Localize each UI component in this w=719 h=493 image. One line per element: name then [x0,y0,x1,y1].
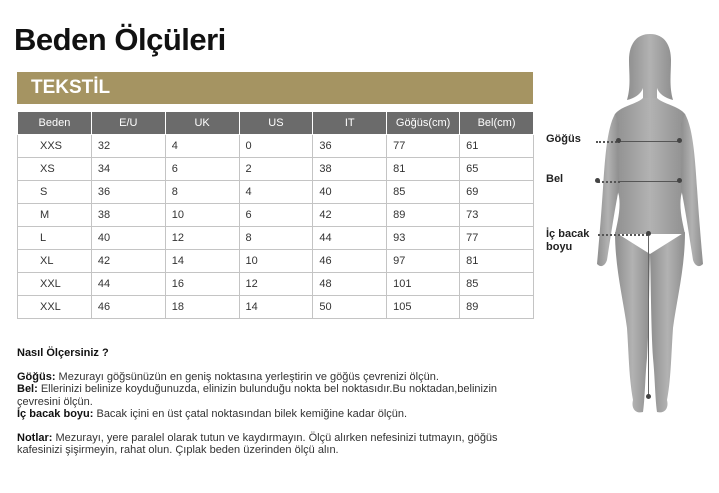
silhouette-left-leg [615,232,650,412]
value-cell: 77 [387,135,460,158]
column-header: IT [313,112,387,135]
value-cell: 44 [313,227,387,250]
value-cell: 12 [239,273,313,296]
table-body [18,135,534,319]
waist-instruction-label: Bel: [17,383,38,395]
size-cell: XXS [18,135,92,158]
value-cell: 14 [239,296,313,319]
table-row [18,181,534,204]
size-cell: XXL [18,273,92,296]
how-to-heading: Nasıl Ölçersiniz ? [17,347,109,359]
size-table [17,111,534,319]
table-row [18,158,534,181]
value-cell: 38 [91,204,165,227]
value-cell: 46 [313,250,387,273]
inseam-measure-line [648,236,649,396]
column-header: Göğüs(cm) [387,112,460,135]
value-cell: 38 [313,158,387,181]
waist-label: Bel [546,173,564,185]
size-cell: M [18,204,92,227]
section-title: TEKSTİL [31,77,111,98]
column-header: E/U [91,112,165,135]
value-cell: 69 [460,181,534,204]
value-cell: 97 [387,250,460,273]
inseam-instruction [17,408,537,421]
value-cell: 10 [165,204,239,227]
chest-instruction-label: Göğüs: [17,370,56,383]
table-row [18,227,534,250]
column-header: Bel(cm) [460,112,534,135]
inseam-instruction-label: İç bacak boyu: [17,408,94,420]
notes-text: Mezurayı, yere paralel olarak tutun ve kaydırmayın. Ölçü alırken nefesinizi tutmayın, göğüs kafesinizi şişirmeyin, rahat olun. Çıplak beden üzerinden ölçü alın. [17,431,498,456]
waist-instruction-text: Ellerinizi belinize koyduğunuzda, elinizin bulunduğu nokta bel noktasıdır.Bu noktadan,belinizin çevresini ölçün. [17,383,498,408]
inseam-instruction-text: Bacak içini en üst çatal noktasından bilek kemiğine kadar ölçün. [93,408,408,420]
waist-measure-line [620,181,680,182]
measure-instructions [17,347,537,457]
waist-point-left [595,178,600,183]
value-cell: 40 [91,227,165,250]
chest-point-right [677,138,682,143]
inseam-label [546,228,589,254]
size-cell: XS [18,158,92,181]
value-cell: 8 [239,227,313,250]
value-cell: 14 [165,250,239,273]
value-cell: 101 [387,273,460,296]
value-cell: 2 [239,158,313,181]
size-cell: S [18,181,92,204]
value-cell: 32 [91,135,165,158]
value-cell: 65 [460,158,534,181]
inseam-leader-line [598,234,648,236]
value-cell: 93 [387,227,460,250]
value-cell: 105 [387,296,460,319]
value-cell: 16 [165,273,239,296]
value-cell: 46 [91,296,165,319]
value-cell: 81 [460,250,534,273]
value-cell: 42 [313,204,387,227]
value-cell: 12 [165,227,239,250]
size-cell: XXL [18,296,92,319]
value-cell: 36 [313,135,387,158]
notes-label: Notlar: [17,431,53,444]
column-header: US [239,112,313,135]
value-cell: 61 [460,135,534,158]
value-cell: 0 [239,135,313,158]
waist-leader-line [598,181,620,183]
value-cell: 10 [239,250,313,273]
silhouette-torso [613,98,688,234]
inseam-label-line2: boyu [546,241,573,253]
size-cell: XL [18,250,92,273]
chest-instruction [17,371,537,384]
value-cell: 6 [165,158,239,181]
table-row [18,204,534,227]
value-cell: 4 [165,135,239,158]
waist-instruction [17,383,537,408]
chest-measure-line [620,141,680,142]
value-cell: 73 [460,204,534,227]
value-cell: 89 [460,296,534,319]
value-cell: 85 [387,181,460,204]
value-cell: 81 [387,158,460,181]
value-cell: 4 [239,181,313,204]
value-cell: 36 [91,181,165,204]
value-cell: 34 [91,158,165,181]
value-cell: 18 [165,296,239,319]
table-row [18,250,534,273]
chest-instruction-text: Mezurayı göğsünüzün en geniş noktasına yerleştirin ve göğüs çevrenizi ölçün. [55,370,439,383]
table-row [18,273,534,296]
size-cell: L [18,227,92,250]
chest-point-left [616,138,621,143]
section-band [17,72,533,104]
value-cell: 40 [313,181,387,204]
notes [17,432,537,457]
column-header: Beden [18,112,92,135]
value-cell: 77 [460,227,534,250]
value-cell: 85 [460,273,534,296]
value-cell: 50 [313,296,387,319]
chest-label: Göğüs [546,133,581,145]
silhouette-right-leg [650,232,685,412]
table-row [18,296,534,319]
inseam-label-line1: İç bacak [546,228,590,240]
silhouette-head [627,34,673,100]
value-cell: 44 [91,273,165,296]
body-silhouette [585,28,715,420]
value-cell: 89 [387,204,460,227]
page-title: Beden Ölçüleri [14,22,226,57]
waist-point-right [677,178,682,183]
value-cell: 6 [239,204,313,227]
table-row [18,135,534,158]
value-cell: 48 [313,273,387,296]
value-cell: 42 [91,250,165,273]
value-cell: 8 [165,181,239,204]
column-header: UK [165,112,239,135]
table-header-row [18,112,534,135]
inseam-point-bottom [646,394,651,399]
